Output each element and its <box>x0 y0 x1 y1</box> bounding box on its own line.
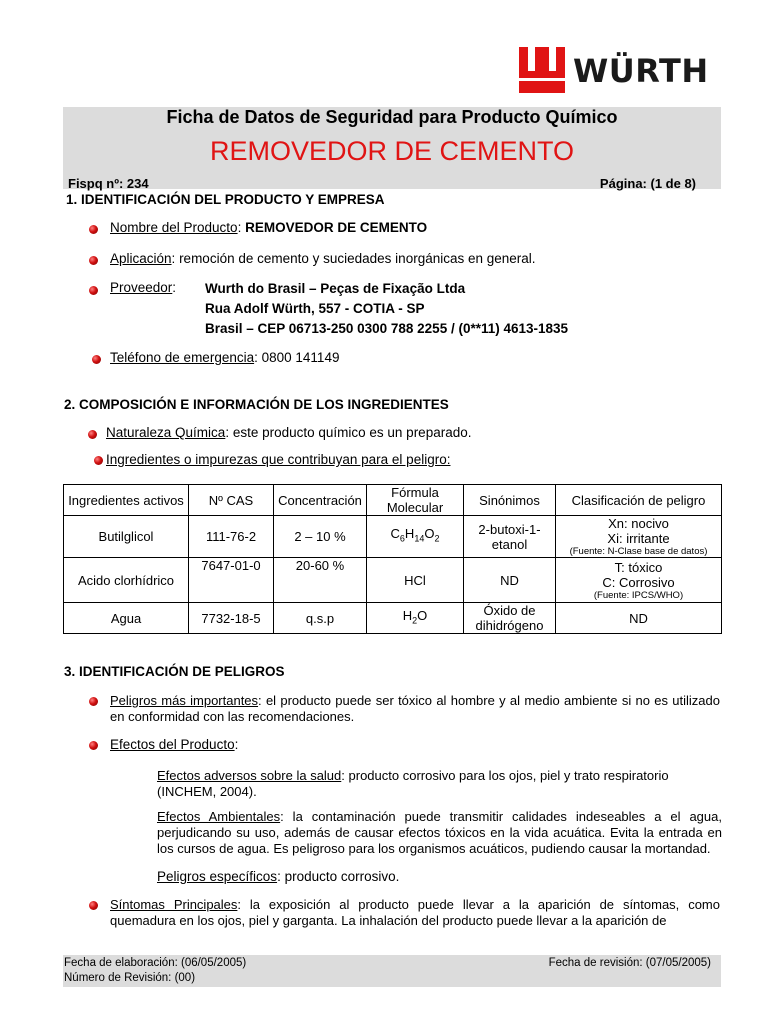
cell-clasificacion <box>556 558 722 603</box>
nombre-producto-label: Nombre del Producto <box>110 220 238 235</box>
telefono-label: Teléfono de emergencia <box>110 350 255 365</box>
table-row <box>64 603 722 634</box>
bullet-icon <box>89 286 98 295</box>
product-title: REMOVEDOR DE CEMENTO <box>209 136 575 166</box>
col-header-formula: Fórmula Molecular <box>367 485 464 516</box>
bullet-icon <box>88 430 97 439</box>
sintomas-paragraph <box>110 897 720 929</box>
cell-concentracion: 2 – 10 % <box>274 516 367 558</box>
salud-label: Efectos adversos sobre la salud <box>157 768 342 783</box>
cell-clasificacion: ND <box>556 603 722 634</box>
table-row <box>64 558 722 603</box>
clasificacion-line: C: Corrosivo <box>602 574 675 590</box>
proveedor-label: Proveedor <box>110 280 173 295</box>
proveedor-label-line: Proveedor: <box>110 280 177 295</box>
cell-ingrediente: Butilglicol <box>64 516 189 558</box>
table-header-row <box>64 485 722 516</box>
cell-ingrediente: Agua <box>64 603 189 634</box>
clasificacion-line: Xi: irritante <box>607 531 670 546</box>
table-row <box>64 516 722 558</box>
proveedor-phone-line <box>205 321 568 336</box>
col-header-concentracion: Concentración <box>274 485 367 516</box>
cell-cas: 7647-01-0 <box>189 558 274 603</box>
cell-sinonimos: ND <box>464 558 556 603</box>
nombre-producto-line: Nombre del Producto: REMOVEDOR DE CEMENTO <box>110 220 428 235</box>
peligros-value: : el producto puede ser tóxico al hombre y al medio ambiente si no es utilizado en conformidad con las recomendaciones. <box>110 693 720 724</box>
especificos-value: : producto corrosivo. <box>277 869 400 884</box>
aplicacion-value: remoción de cemento y suciedades inorgánicas en general. <box>179 251 536 266</box>
proveedor-cep-phone: Brasil – CEP 06713-250 0300 788 2255 <box>205 321 448 336</box>
naturaleza-value: este producto químico es un preparado. <box>229 425 472 440</box>
col-header-clasificacion: Clasificación de peligro <box>556 485 722 516</box>
cell-cas: 7732-18-5 <box>189 603 274 634</box>
cell-clasificacion <box>556 516 722 558</box>
fispq-number: Fispq nº: 234 <box>68 176 149 191</box>
cell-formula: HCl <box>367 558 464 603</box>
clasificacion-source: (Fuente: N-Clase base de datos) <box>569 546 708 557</box>
naturaleza-label: Naturaleza Química <box>106 425 226 440</box>
nombre-producto-value: REMOVEDOR DE CEMENTO <box>245 220 428 235</box>
cell-ingrediente: Acido clorhídrico <box>64 558 189 603</box>
clasificacion-source: (Fuente: IPCS/WHO) <box>593 589 684 601</box>
especificos-line <box>157 869 399 884</box>
peligros-label: Peligros más importantes <box>110 693 259 708</box>
ambientales-label: Efectos Ambientales <box>157 809 281 824</box>
cell-cas: 111-76-2 <box>189 516 274 558</box>
naturaleza-line: Naturaleza Química: este producto químico es un preparado. <box>106 425 472 440</box>
numero-revision: Número de Revisión: (00) <box>64 972 196 984</box>
sintomas-label: Síntomas Principales <box>110 897 238 912</box>
cell-formula: $H_2O$ <box>367 603 464 634</box>
page-indicator: Página: (1 de 8) <box>599 176 696 191</box>
bullet-icon <box>94 456 103 465</box>
salud-value: : producto corrosivo para los ojos, piel y trato respiratorio (INCHEM, 2004). <box>157 768 669 799</box>
ambientales-paragraph <box>157 809 722 857</box>
proveedor-address: Rua Adolf Würth, 557 - COTIA - SP <box>205 301 425 316</box>
wurth-logo <box>519 47 724 99</box>
cell-concentracion: 20-60 % <box>274 558 367 603</box>
sintomas-value: : la exposición al producto puede llevar a la aparición de síntomas, como quemadura en los ojos, piel y garganta. La inhalación del producto puede llevar a la aparición de <box>110 897 720 928</box>
col-header-sinonimos: Sinónimos <box>464 485 556 516</box>
cell-sinonimos: Óxido de dihidrógeno <box>464 603 556 634</box>
salud-paragraph <box>157 768 722 800</box>
efectos-label: Efectos del Producto <box>110 737 235 752</box>
col-header-cas: Nº CAS <box>189 485 274 516</box>
col-header-ingredientes: Ingredientes activos <box>64 485 189 516</box>
document-footer <box>63 955 721 987</box>
bullet-icon <box>92 355 101 364</box>
bullet-icon <box>89 225 98 234</box>
especificos-label: Peligros específicos <box>157 869 278 884</box>
bullet-icon <box>89 697 98 706</box>
bullet-icon <box>89 901 98 910</box>
ambientales-value: : la contaminación puede transmitir calidades indeseables a el agua, perjudicando su uso, además de causar efectos tóxicos en la vida acuática. Evita la entrada en los cursos de agua. Es peligroso para los organismos acuáticos, pudiendo causar la mortandad. <box>157 809 722 856</box>
peligros-paragraph <box>110 693 720 725</box>
section-2-title: 2. COMPOSICIÓN E INFORMACIÓN DE LOS INGREDIENTES <box>64 397 449 412</box>
wurth-emblem-icon <box>519 47 565 93</box>
telefono-value: 0800 141149 <box>261 350 340 365</box>
clasificacion-line: T: tóxico <box>614 559 663 575</box>
section-1-title: 1. IDENTIFICACIÓN DEL PRODUCTO Y EMPRESA <box>66 192 385 207</box>
cell-concentracion: q.s.p <box>274 603 367 634</box>
proveedor-name: Wurth do Brasil – Peças de Fixação Ltda <box>205 281 466 296</box>
proveedor-fax: / (0**11) 4613-1835 <box>447 321 569 336</box>
bullet-icon <box>89 741 98 750</box>
cell-formula: $C_6H_{14}O_2$ <box>367 516 464 558</box>
fecha-revision: Fecha de revisión: (07/05/2005) <box>548 957 711 969</box>
logo-wordmark: WÜRTH <box>573 52 709 90</box>
document-title: Ficha de Datos de Seguridad para Producto Químico <box>166 107 618 127</box>
section-3-title: 3. IDENTIFICACIÓN DE PELIGROS <box>64 664 285 679</box>
bullet-icon <box>89 256 98 265</box>
telefono-line: Teléfono de emergencia: 0800 141149 <box>110 350 340 365</box>
fecha-elaboracion: Fecha de elaboración: (06/05/2005) <box>64 957 247 969</box>
clasificacion-line: Xn: nocivo <box>608 516 669 531</box>
ingredientes-label: Ingredientes o impurezas que contribuyan para el peligro: <box>106 452 451 467</box>
aplicacion-label: Aplicación <box>110 251 172 266</box>
efectos-line: Efectos del Producto: <box>110 737 239 752</box>
cell-sinonimos: 2-butoxi-1-etanol <box>464 516 556 558</box>
ingredients-table <box>63 484 722 634</box>
aplicacion-line: Aplicación: remoción de cemento y suciedades inorgánicas en general. <box>110 251 536 266</box>
